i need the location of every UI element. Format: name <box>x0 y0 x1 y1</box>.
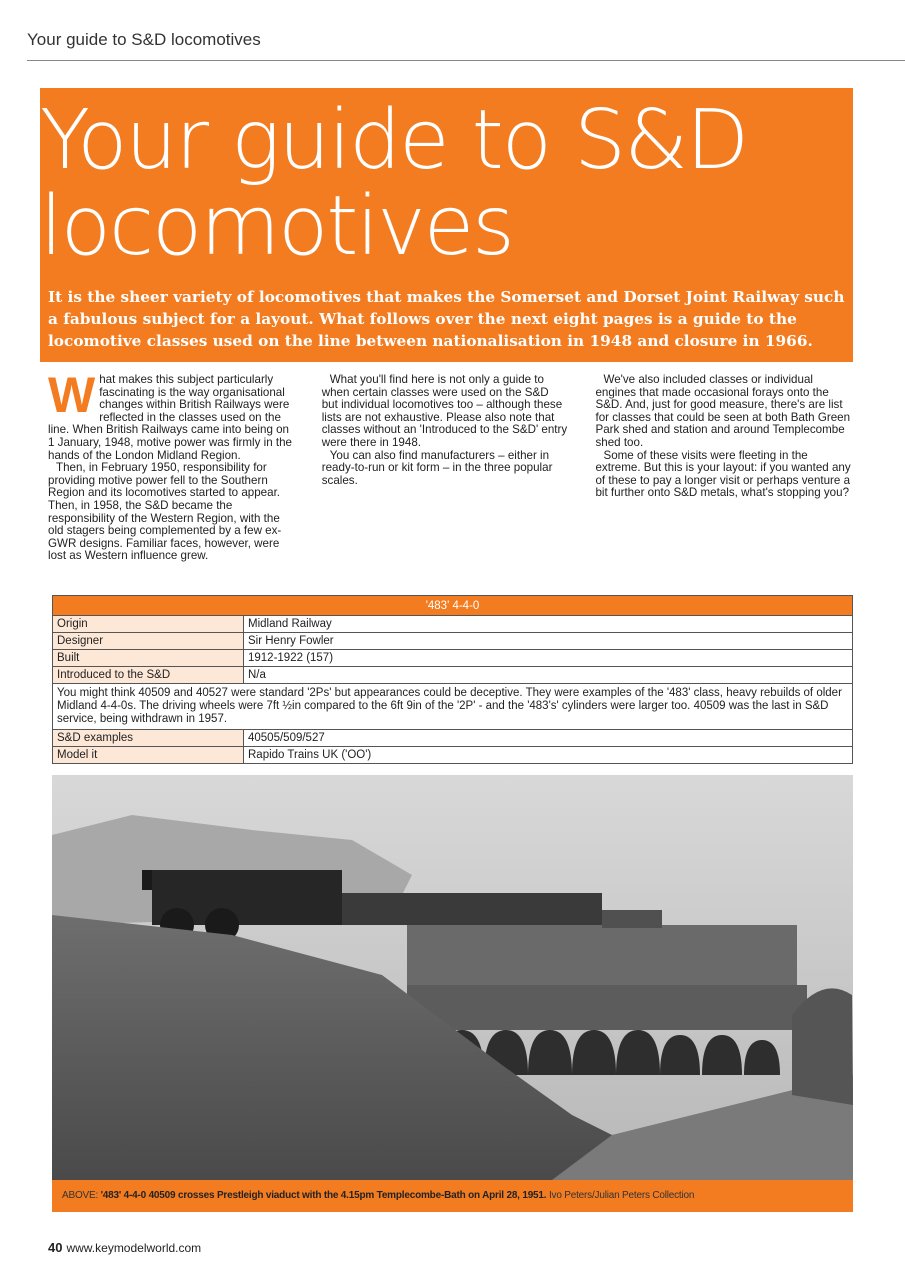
page-number: 40 <box>48 1240 63 1255</box>
row-label: Origin <box>53 616 244 633</box>
row-label: Introduced to the S&D <box>53 667 244 684</box>
paragraph <box>48 367 294 462</box>
title-line-2: locomotives <box>40 179 513 274</box>
footer-url: www.keymodelworld.com <box>66 1241 202 1255</box>
table-row <box>53 667 853 684</box>
body-text <box>48 367 853 563</box>
table-row <box>53 747 853 764</box>
row-label: S&D examples <box>53 730 244 747</box>
table-row <box>53 616 853 633</box>
table-row <box>53 730 853 747</box>
loco-info-table <box>52 595 853 764</box>
paragraph-text: hat makes this subject particularly fascinating is the way organisational changes within British Railways were reflected in the classes used on the line. When British Railways came into being on 1 January, 1948, motive power was firmly in the hands of the London Midland Region. <box>48 373 293 462</box>
paragraph: We've also included classes or individual engines that made occasional forays onto the S&D. And, just for good measure, there's are list for classes that could be seen at both Bath Green Park shed and station and around Templecombe shed too. <box>595 373 851 449</box>
paragraph: Then, in February 1950, responsibility for providing motive power fell to the Southern Region and its locomotives started to appear. Then, in 1958, the S&D became the responsibility of the Western Region, with the old stagers being complemented by a few ex-GWR designs. Familiar faces, however, were lost as Western influence grew. <box>48 461 282 563</box>
column-1 <box>48 367 294 563</box>
row-value: 40505/509/527 <box>244 730 853 747</box>
header-rule <box>27 60 905 61</box>
table-row <box>53 633 853 650</box>
row-value: Rapido Trains UK ('OO') <box>244 747 853 764</box>
paragraph: You can also find manufacturers – either in ready-to-run or kit form – in the three popular scales. <box>321 448 553 487</box>
row-label: Designer <box>53 633 244 650</box>
row-label: Model it <box>53 747 244 764</box>
caption-text: '483' 4-4-0 40509 crosses Prestleigh viaduct with the 4.15pm Templecombe-Bath on April 28, 1951. <box>100 1190 547 1201</box>
column-2 <box>322 336 568 563</box>
paragraph: Some of these visits were fleeting in the extreme. But this is your layout: if you wanted any of these to pay a longer visit or perhaps venture a bit further onto S&D metals, what's stopping you? <box>595 448 851 500</box>
title-banner <box>40 88 853 362</box>
page-footer <box>48 1240 201 1255</box>
column-3 <box>595 374 853 563</box>
table-header: '483' 4-4-0 <box>53 596 853 616</box>
page-title <box>40 93 748 274</box>
running-head: Your guide to S&D locomotives <box>27 30 261 49</box>
row-value: Midland Railway <box>244 616 853 633</box>
row-value: 1912-1922 (157) <box>244 650 853 667</box>
row-label: Built <box>53 650 244 667</box>
row-value: N/a <box>244 667 853 684</box>
paragraph: What you'll find here is not only a guide to when certain classes were used on the S&D but individual locomotives too – although these lists are not exhaustive. Please also note that classes without an 'Introduced to the S&D' entry were there in 1948. <box>321 373 568 449</box>
title-line-1: Your guide to S&D <box>40 93 748 188</box>
row-value: Sir Henry Fowler <box>244 633 853 650</box>
drop-cap: W <box>48 367 96 423</box>
standfirst: It is the sheer variety of locomotives that makes the Somerset and Dorset Joint Railway such a fabulous subject for a layout. What follows over the next eight pages is a guide to the locomotive classes used on the line between nationalisation in 1948 and closure in 1966. <box>48 288 845 350</box>
photo-illustration <box>52 775 853 1180</box>
photo-caption <box>52 1180 853 1212</box>
caption-credit: Ivo Peters/Julian Peters Collection <box>546 1190 695 1201</box>
table-row <box>53 650 853 667</box>
caption-prefix: ABOVE: <box>62 1190 101 1201</box>
viaduct-photo <box>52 775 853 1180</box>
table-notes-row <box>53 684 853 730</box>
notes: You might think 40509 and 40527 were standard '2Ps' but appearances could be deceptive. They were examples of the '483' class, heavy rebuilds of older Midland 4-4-0s. The driving wheels were 7ft ½in compared to the 6ft 9in of the '2P' - and the '483's' cylinders were larger too. 40509 was the last in S&D service, being withdrawn in 1957. <box>53 684 853 730</box>
